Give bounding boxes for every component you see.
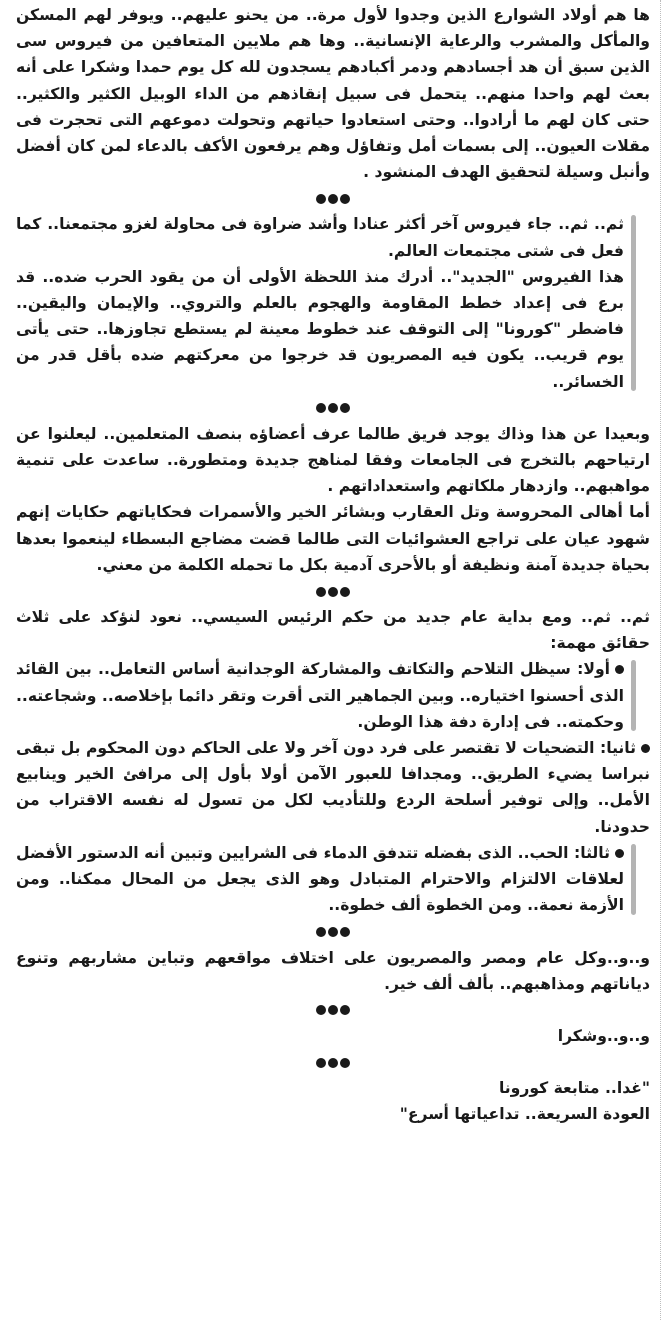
article-column — [16, 2, 650, 1128]
quote-block-fact-1 — [16, 656, 636, 735]
dot-icon — [340, 194, 350, 204]
bullet-icon — [615, 665, 624, 674]
dot-icon — [340, 1005, 350, 1015]
fact-1-text: أولا: سيظل التلاحم والتكاتف والمشاركة الوجدانية أساس التعامل.. بين القائد الذى أحسنوا اختياره.. وبين الجماهير التى أقرت وتقر دائما بإخلاصه.. وشجاعته.. وحكمته.. فى إدارة دفة هذا الوطن. — [16, 660, 624, 731]
thanks-line: و..و..وشكرا — [557, 1026, 650, 1045]
intro-paragraph: ها هم أولاد الشوارع الذين وجدوا لأول مرة.. من يحنو عليهم.. ويوفر لهم المسكن والمأكل والمشرب والرعاية الإنسانية.. وها هم ملايين المتعافين من فيروس سى الذين سبق أن هد أجسادهم ودمر أكبادهم يسجدون لله كل يوم حمدا وشكرا على أنه بعث لهم واحدا منهم.. يتحمل فى سبيل إنقاذهم من الداء الوبيل الكثير والكثير.. حتى كان لهم ما أرادوا.. وحتى استعادوا حياتهم وتحولت دموعهم التى تحجرت فى مقلات العيون.. إلى بسمات أمل وتفاؤل وهم يرفعون الأكف بالدعاء لمن كان أفضل وأنبل وسيلة لتحقيق الهدف المنشود . — [16, 6, 650, 182]
dot-icon — [316, 403, 326, 413]
residents-paragraph: أما أهالى المحروسة وتل العقارب وبشائر الخير والأسمرات فحكاياتهم حكايات إنهم شهود عيان على تراجع العشوائيات التى طالما قضت مضاجع البسطاء لينعموا بعدها بحياة جديدة آمنة ونظيفة أو بالأحرى آدمية بكل ما تحمله الكلمة من معني. — [16, 503, 650, 574]
quote-line-a: ثم.. ثم.. جاء فيروس آخر أكثر عنادا وأشد ضراوة فى محاولة لغزو مجتمعنا.. كما فعل فى شتى مجتمعات العالم. — [16, 215, 624, 260]
dot-icon — [316, 1058, 326, 1068]
section-separator — [16, 395, 650, 421]
greeting-paragraph: و..و..وكل عام ومصر والمصريون على اختلاف مواقعهم وتباين مشاربهم وتنوع دياناتهم ومذاهبهم.. بألف ألف خير. — [16, 948, 650, 993]
fact-1 — [16, 656, 624, 735]
fact-3 — [16, 840, 624, 919]
section-separator — [16, 578, 650, 604]
dot-icon — [328, 587, 338, 597]
dot-icon — [328, 927, 338, 937]
bullet-icon — [641, 744, 650, 753]
quote-bar — [631, 660, 636, 731]
tomorrow-line-2: العودة السريعة.. تداعياتها أسرع" — [399, 1105, 650, 1124]
dot-icon — [328, 194, 338, 204]
dot-icon — [340, 403, 350, 413]
quote-bar — [631, 844, 636, 915]
tomorrow-line-1: "غدا.. متابعة كورونا — [498, 1079, 650, 1098]
section-separator — [16, 1049, 650, 1075]
quote-block-fact-3 — [16, 840, 636, 919]
section-separator — [16, 997, 650, 1023]
dot-icon — [328, 403, 338, 413]
dot-icon — [340, 1058, 350, 1068]
bullet-icon — [615, 849, 624, 858]
quote-block-corona — [16, 211, 636, 394]
fact-2 — [16, 735, 650, 840]
section-separator — [16, 185, 650, 211]
fact-3-text: ثالثا: الحب.. الذى بفضله تتدفق الدماء فى الشرايين وتبين أنه الدستور الأفضل لعلاقات الالتزام والاحترام المتبادل وهو الذى يجعل من المحال ممكنا.. ومن الأزمة نعمة.. ومن الخطوة ألف خطوة.. — [16, 843, 624, 915]
dot-icon — [328, 1005, 338, 1015]
dot-icon — [340, 927, 350, 937]
dot-icon — [340, 587, 350, 597]
quote-line-b: هذا الفيروس "الجديد".. أدرك منذ اللحظة الأولى أن من يقود الحرب ضده.. قد برع فى إعداد خطط المقاومة والهجوم بالعلم والتروي.. والإيمان واليقين.. فاضطر "كورونا" إلى التوقف عند خطوط معينة لم يستطع تجاوزها.. حتى يأتى يوم قريب.. يكون فيه المصريون قد خرجوا من معركتهم ضده بأقل قدر من الخسائر.. — [16, 267, 624, 391]
column-divider — [660, 0, 661, 1320]
new-year-paragraph: ثم.. ثم.. ومع بداية عام جديد من حكم الرئيس السيسي.. نعود لنؤكد على ثلاث حقائق مهمة: — [16, 608, 650, 653]
section-separator — [16, 919, 650, 945]
dot-icon — [316, 194, 326, 204]
dot-icon — [316, 1005, 326, 1015]
dot-icon — [316, 587, 326, 597]
dot-icon — [328, 1058, 338, 1068]
dot-icon — [316, 927, 326, 937]
teachers-paragraph: وبعيدا عن هذا وذاك يوجد فريق طالما عرف أعضاؤه بنصف المتعلمين.. ليعلنوا عن ارتياحهم بالتخرج فى الجامعات وفقا لمناهج جديدة ومتطورة.. ساعدت على تنمية مواهبهم.. وازدهار ملكاتهم واستعداداتهم . — [16, 424, 650, 496]
fact-2-text: ثانيا: التضحيات لا تقتصر على فرد دون آخر ولا على الحاكم دون المحكوم بل تبقى نبراسا يضيء الطريق.. ومجدافا للعبور الآمن أولا بأول إلى مرافئ الخير وينابيع الأمل.. وإلى توفير أسلحة الردع وللتأديب لكل من تسول له نفسه الاقتراب من حدودنا. — [16, 739, 650, 836]
quote-bar — [631, 215, 636, 390]
